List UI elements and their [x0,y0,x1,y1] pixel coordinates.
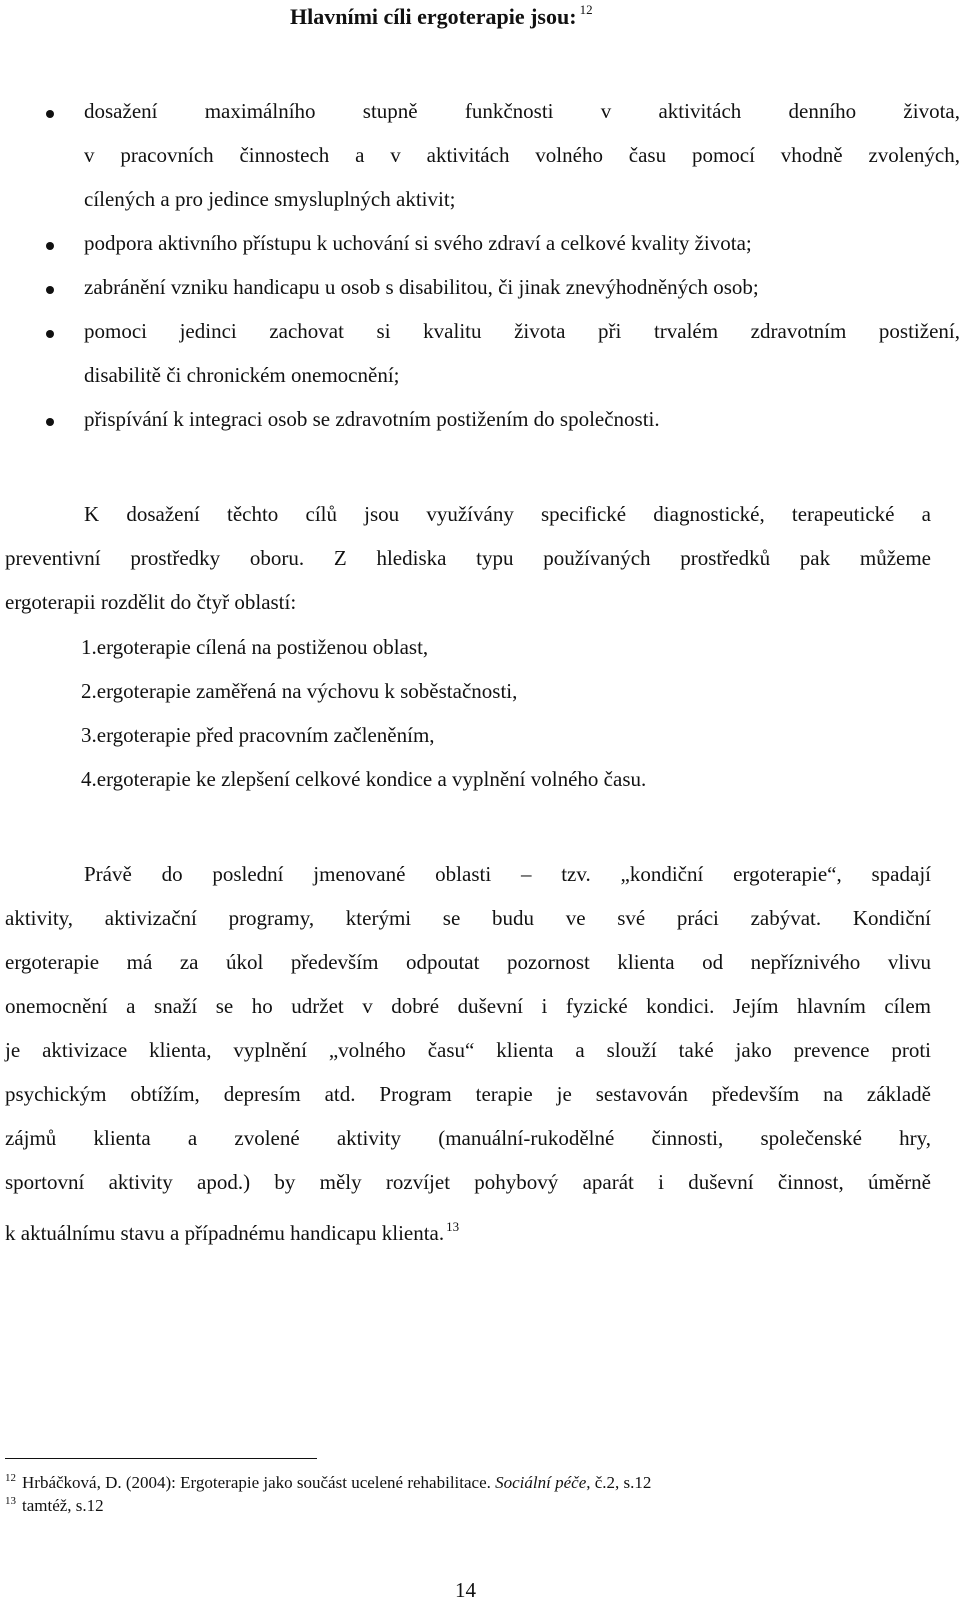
footnote-divider [5,1458,317,1459]
paragraph-line: psychickým obtížím, depresím atd. Program terapie je sestavován především na základě [5,1082,931,1106]
goals-list [32,90,960,442]
goal-line: zabránění vzniku handicapu u osob s disabilitou, či jinak znevýhodněných osob; [84,275,759,299]
paragraph-line: sportovní aktivity apod.) by měly rozvíjet pohybový aparát i duševní činnost, úměrně [5,1170,931,1194]
goal-item [32,90,960,222]
bullet-icon [46,418,54,426]
goal-line: pomoci jedinci zachovat si kvalitu života při trvalém zdravotním postižení, [84,319,960,343]
paragraph-line: Právě do poslední jmenované oblasti – tzv. „kondiční ergoterapie“, spadají [84,862,931,886]
goal-line: přispívání k integraci osob se zdravotním postižením do společnosti. [84,407,660,431]
bullet-icon [46,242,54,250]
goal-line: dosažení maximálního stupně funkčnosti v aktivitách denního života, [84,99,960,123]
goal-item [32,310,960,398]
goal-line: disabilitě či chronickém onemocnění; [84,363,400,387]
footnote-ref-12: 12 [579,2,593,17]
area-item: 1.ergoterapie cílená na postiženou oblast, [81,635,429,659]
goal-item [32,266,960,310]
footnote-text: Hrbáčková, D. (2004): Ergoterapie jako součást ucelené rehabilitace. [22,1473,496,1492]
paragraph-line: zájmů klienta a zvolené aktivity (manuální-rukodělné činnosti, společenské hry, [5,1126,931,1150]
goal-line: cílených a pro jedince smysluplných aktivit; [84,187,456,211]
paragraph-methods [5,493,931,625]
footnote-ref-13: 13 [446,1219,460,1234]
paragraph-line: onemocnění a snaží se ho udržet v dobré duševní i fyzické kondici. Jejím hlavním cílem [5,994,931,1018]
areas-list [81,626,646,802]
paragraph-condition-therapy [5,853,931,1249]
goal-item [32,398,960,442]
area-item: 4.ergoterapie ke zlepšení celkové kondice a vyplnění volného času. [81,767,647,791]
goal-line: podpora aktivního přístupu k uchování si svého zdraví a celkové kvality života; [84,231,752,255]
paragraph-last-line-text: k aktuálnímu stavu a případnému handicapu klienta. [5,1221,445,1245]
footnote-13 [5,1491,945,1514]
paragraph-last-line [5,1205,931,1249]
paragraph-line: preventivní prostředky oboru. Z hlediska typu používaných prostředků pak můžeme [5,546,931,570]
paragraph-line: K dosažení těchto cílů jsou využívány specifické diagnostické, terapeutické a [84,502,931,526]
footnote-text: tamtéž, s.12 [22,1496,104,1515]
paragraph-line: aktivity, aktivizační programy, kterými se budu ve své práci zabývat. Kondiční [5,906,931,930]
goal-item [32,222,960,266]
paragraph-line: ergoterapii rozdělit do čtyř oblastí: [5,590,297,614]
paragraph-line: ergoterapie má za úkol především odpoutat pozornost klienta od nepříznivého vlivu [5,950,931,974]
footnote-journal: Sociální péče [495,1473,587,1492]
section-heading [290,2,593,30]
area-item: 2.ergoterapie zaměřená na výchovu k soběstačnosti, [81,679,518,703]
footnotes [5,1468,945,1514]
paragraph-line: je aktivizace klienta, vyplnění „volného času“ klienta a slouží také jako prevence proti [5,1038,931,1062]
area-item: 3.ergoterapie před pracovním začleněním, [81,723,435,747]
bullet-icon [46,110,54,118]
footnote-number: 13 [5,1495,16,1507]
goal-line: v pracovních činnostech a v aktivitách volného času pomocí vhodně zvolených, [84,143,960,167]
footnote-12 [5,1468,945,1491]
footnote-number: 12 [5,1472,16,1484]
page-number: 14 [455,1578,476,1602]
footnote-text-rest: , č.2, s.12 [586,1473,652,1492]
heading-text: Hlavními cíli ergoterapie jsou: [290,4,577,29]
bullet-icon [46,286,54,294]
bullet-icon [46,330,54,338]
